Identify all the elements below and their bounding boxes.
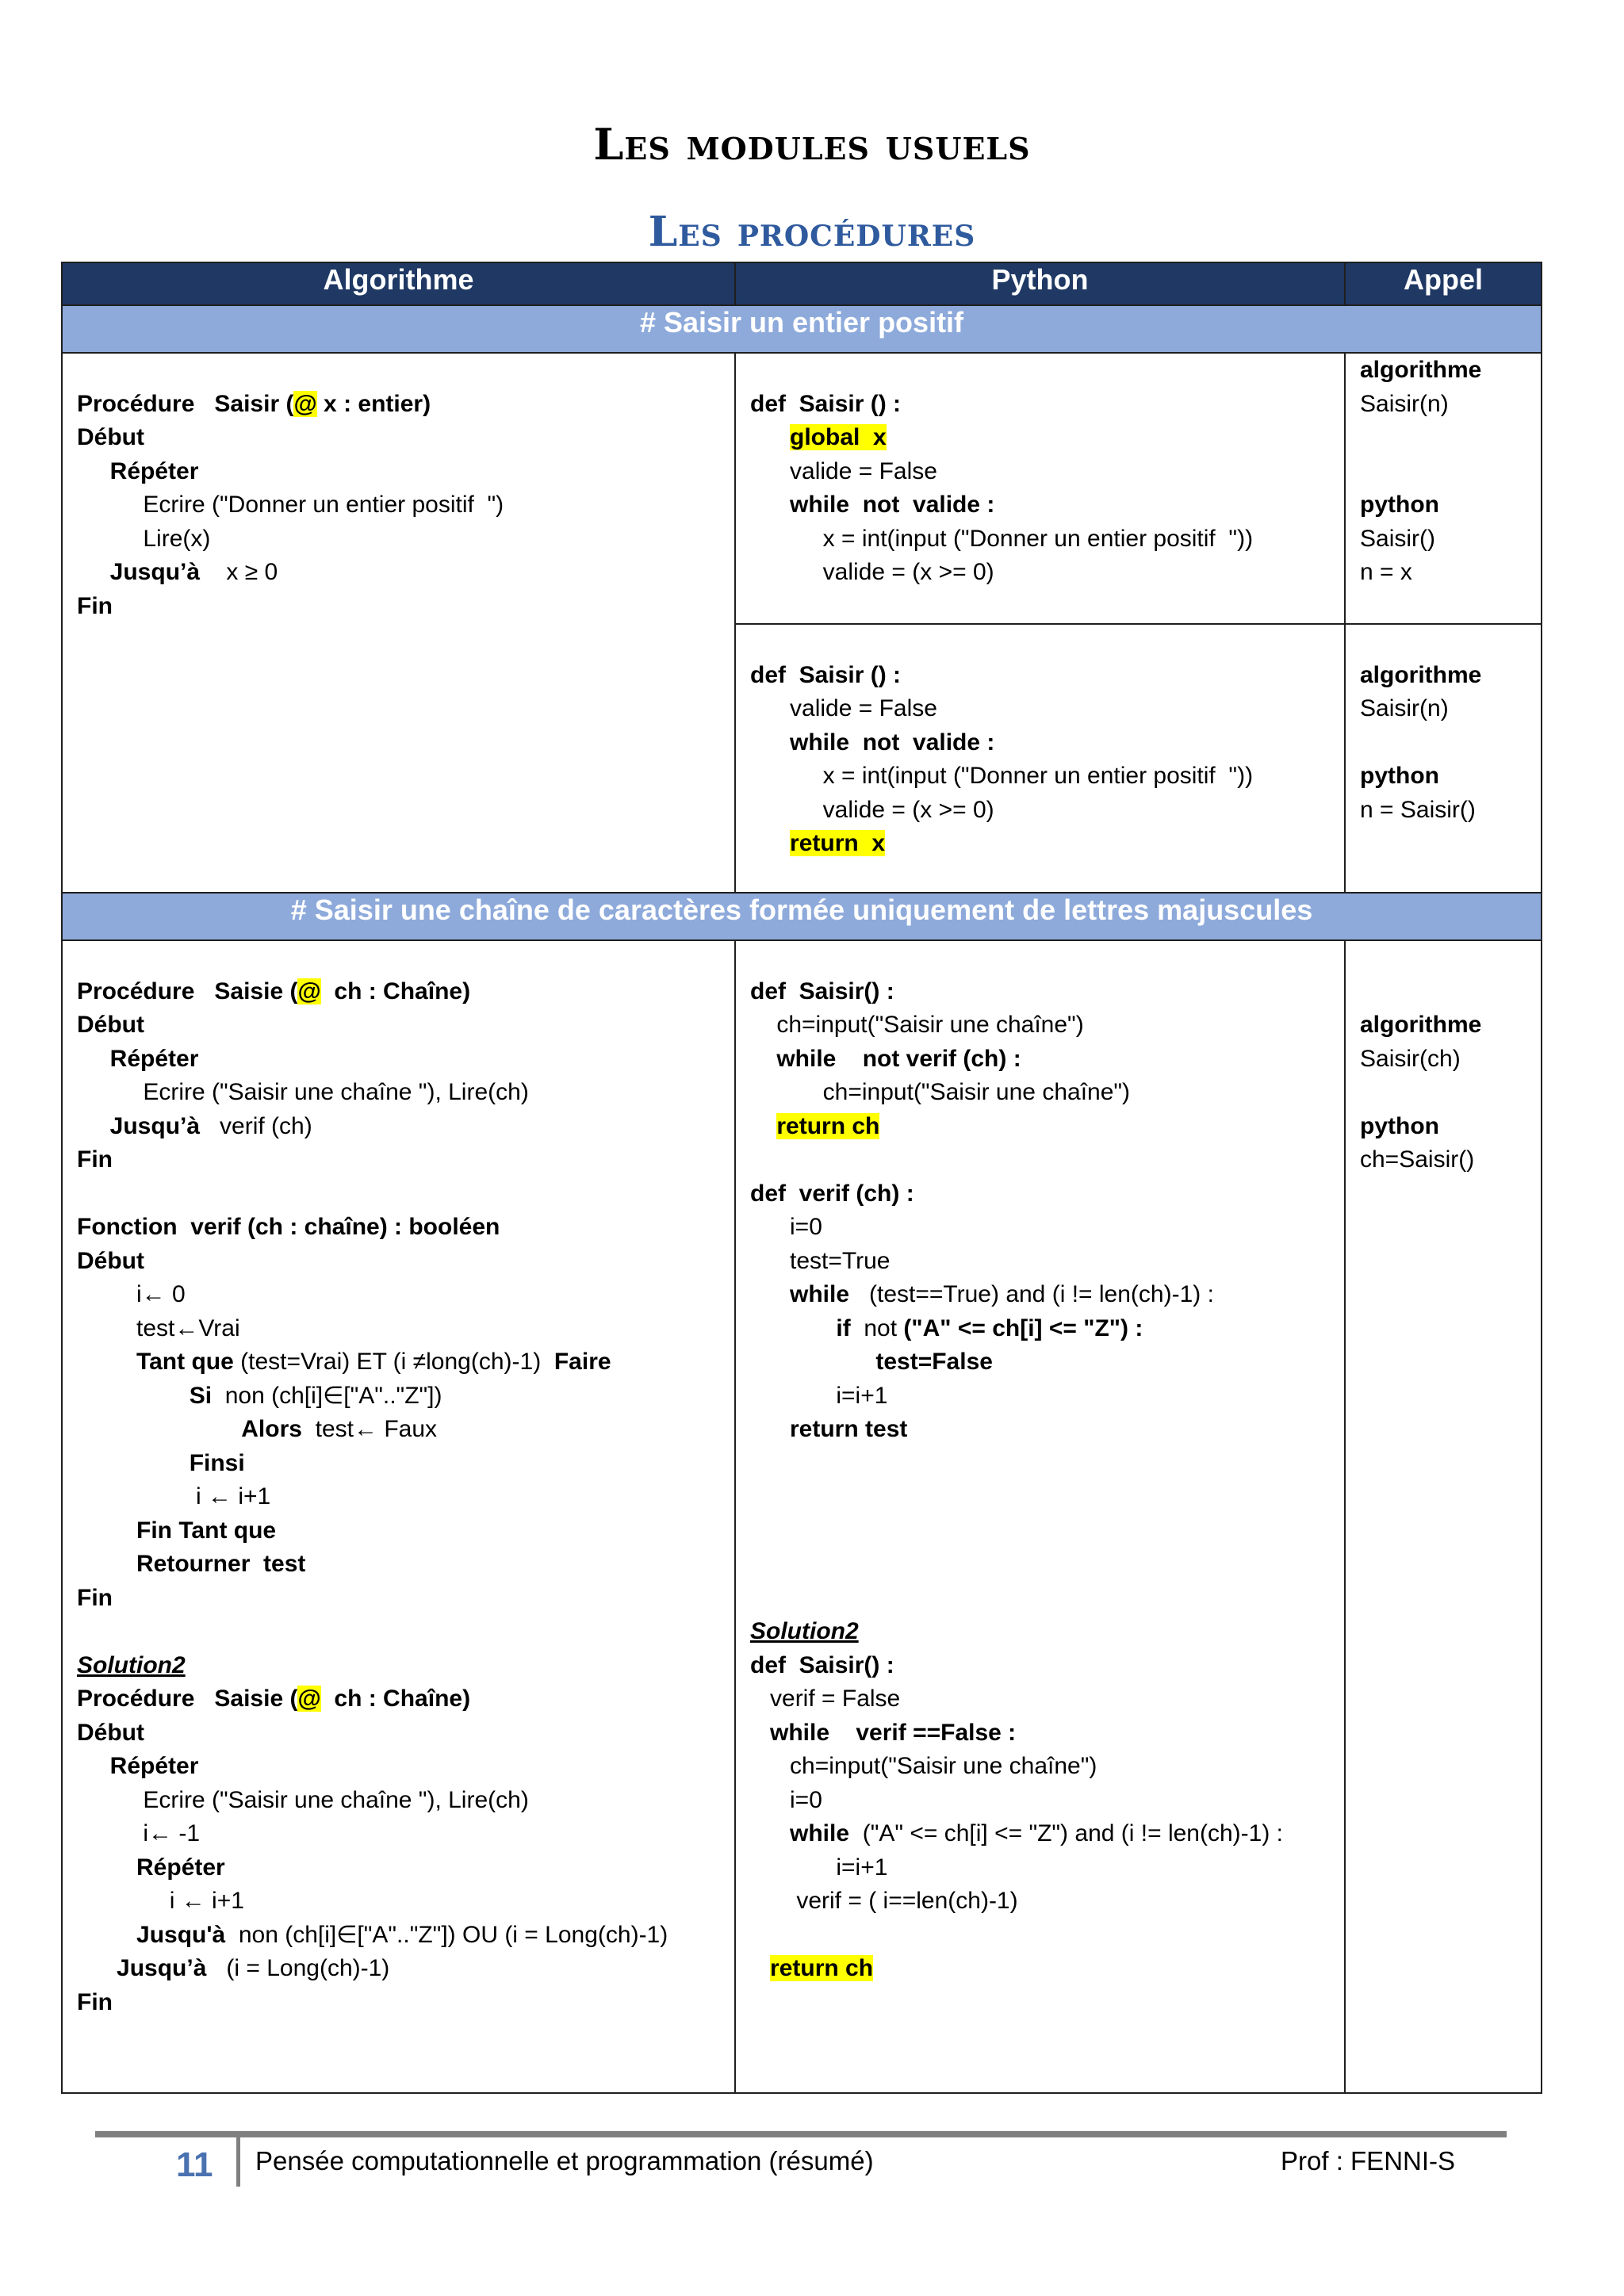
code-text: Procédure Saisir ( bbox=[77, 390, 294, 417]
code-line bbox=[750, 1919, 1344, 1953]
code-text: Fin bbox=[77, 1146, 113, 1173]
code-text: Répéter bbox=[77, 1854, 225, 1881]
python-cell-entier-1 bbox=[735, 353, 1345, 624]
code-text: i=i+1 bbox=[750, 1854, 888, 1881]
code-line bbox=[1360, 1143, 1541, 1177]
code-text: if bbox=[750, 1314, 851, 1341]
code-line bbox=[750, 692, 1344, 726]
highlighted-token: return x bbox=[790, 830, 886, 856]
code-text: test←Vrai bbox=[77, 1314, 240, 1341]
code-text: i← -1 bbox=[77, 1820, 201, 1846]
code-line bbox=[77, 1986, 734, 2020]
code-text: Saisir() bbox=[1360, 525, 1435, 552]
code-line bbox=[750, 1514, 1344, 1548]
code-text: x ≥ 0 bbox=[200, 559, 278, 585]
code-line bbox=[750, 726, 1344, 760]
footer-rule bbox=[95, 2131, 1507, 2137]
code-text bbox=[829, 1720, 856, 1746]
table-row-entier-1 bbox=[62, 353, 1542, 624]
code-line bbox=[1360, 760, 1541, 794]
code-line bbox=[77, 1380, 734, 1414]
python-cell-entier-2 bbox=[735, 624, 1345, 893]
code-line bbox=[77, 1750, 734, 1784]
code-text: algorithme bbox=[1360, 1012, 1482, 1038]
code-line bbox=[750, 388, 1344, 422]
code-text: Début bbox=[77, 1719, 144, 1746]
code-text: ch=input("Saisir une chaîne") bbox=[750, 1753, 1097, 1779]
highlighted-token: return ch bbox=[770, 1955, 874, 1981]
code-line bbox=[1360, 455, 1541, 489]
highlighted-token: return ch bbox=[776, 1112, 880, 1139]
code-line bbox=[750, 556, 1344, 590]
code-text: verif = False bbox=[750, 1686, 901, 1712]
code-line bbox=[77, 1245, 734, 1279]
code-text: python bbox=[1360, 492, 1439, 518]
code-text: valide = (x >= 0) bbox=[750, 559, 994, 585]
code-text: valide = False bbox=[750, 457, 937, 484]
code-line bbox=[1360, 941, 1541, 975]
code-line bbox=[77, 590, 734, 624]
code-line bbox=[77, 1447, 734, 1481]
code-line bbox=[750, 760, 1344, 794]
code-text: non (ch[i]∈["A".."Z"]) bbox=[212, 1382, 442, 1409]
code-line bbox=[750, 1312, 1344, 1346]
code-text: Fin Tant que bbox=[77, 1517, 277, 1544]
code-text: verif (ch) bbox=[200, 1112, 312, 1139]
code-text: ch=input("Saisir une chaîne") bbox=[750, 1012, 1084, 1038]
code-text: Début bbox=[77, 424, 144, 450]
algo-cell-chaine bbox=[62, 940, 735, 2093]
algo-cell-entier bbox=[62, 353, 735, 893]
code-line bbox=[750, 1548, 1344, 1582]
code-line bbox=[750, 522, 1344, 557]
code-line bbox=[77, 1480, 734, 1514]
code-block bbox=[63, 354, 734, 623]
code-line bbox=[1360, 488, 1541, 522]
code-text: Solution2 bbox=[77, 1651, 186, 1678]
section-row-entier bbox=[62, 305, 1542, 353]
call-cell-entier-2 bbox=[1345, 624, 1542, 893]
code-text: not bbox=[850, 1314, 904, 1341]
table-header-row bbox=[62, 262, 1542, 305]
code-text: not verif (ch) : bbox=[862, 1045, 1021, 1072]
code-line bbox=[1360, 794, 1541, 828]
code-line bbox=[750, 421, 1344, 455]
highlighted-token: @ bbox=[297, 1686, 321, 1712]
code-text: Ecrire ("Saisir une chaîne "), Lire(ch) bbox=[77, 1079, 529, 1105]
code-text: def Saisir() : bbox=[750, 978, 894, 1004]
code-line bbox=[1360, 1008, 1541, 1043]
code-line bbox=[750, 1447, 1344, 1481]
code-line bbox=[750, 1682, 1344, 1716]
code-line bbox=[77, 1008, 734, 1043]
python-cell-chaine bbox=[735, 940, 1345, 2093]
code-text: Jusqu’à bbox=[77, 1955, 207, 1981]
code-line bbox=[750, 1750, 1344, 1784]
section-title-chaine: # Saisir une chaîne de caractères formée uniquement de lettres majuscules bbox=[62, 893, 1542, 940]
code-text: while not valide : bbox=[750, 492, 995, 518]
code-line bbox=[750, 625, 1344, 659]
code-line bbox=[1360, 659, 1541, 693]
code-line bbox=[750, 1043, 1344, 1077]
code-text: Ecrire ("Donner un entier positif ") bbox=[77, 492, 504, 518]
code-line bbox=[1360, 522, 1541, 557]
code-text: x = int(input ("Donner un entier positif ")) bbox=[750, 763, 1254, 789]
code-text: Saisir(n) bbox=[1360, 695, 1449, 721]
code-text: (test=Vrai) ET (i ≠long(ch)-1) bbox=[233, 1349, 554, 1375]
code-block bbox=[736, 941, 1344, 1986]
call-cell-entier-1 bbox=[1345, 353, 1542, 624]
code-line bbox=[77, 1278, 734, 1312]
code-text: Répéter bbox=[77, 1045, 199, 1072]
code-line bbox=[77, 1076, 734, 1110]
code-line bbox=[750, 455, 1344, 489]
code-text: ch : Chaîne) bbox=[320, 978, 471, 1004]
code-text: Jusqu’à bbox=[77, 559, 201, 585]
code-line bbox=[77, 1548, 734, 1582]
code-text: ch=Saisir() bbox=[1360, 1146, 1475, 1173]
code-line bbox=[750, 1380, 1344, 1414]
code-text: Faire bbox=[553, 1349, 611, 1375]
code-line bbox=[1360, 975, 1541, 1009]
code-line bbox=[77, 388, 734, 422]
call-cell-chaine bbox=[1345, 940, 1542, 2093]
code-block bbox=[1346, 354, 1541, 590]
code-line bbox=[750, 1851, 1344, 1885]
code-text: verif = ( i==len(ch)-1) bbox=[750, 1888, 1018, 1914]
code-text: algorithme bbox=[1360, 661, 1482, 688]
code-block bbox=[736, 625, 1344, 861]
code-line bbox=[77, 1952, 734, 1986]
code-line bbox=[750, 941, 1344, 975]
code-line bbox=[750, 1413, 1344, 1447]
code-line bbox=[750, 488, 1344, 522]
code-text: verif ==False : bbox=[856, 1719, 1017, 1746]
code-text: Jusqu'à bbox=[77, 1921, 226, 1948]
page-subtitle: Les procédures bbox=[648, 208, 976, 256]
code-text: i=0 bbox=[750, 1214, 822, 1240]
code-text bbox=[750, 830, 790, 856]
code-text: def verif (ch) : bbox=[750, 1180, 914, 1207]
code-line bbox=[77, 1649, 734, 1683]
code-line bbox=[750, 1716, 1344, 1751]
code-text bbox=[836, 1046, 862, 1072]
code-block bbox=[1346, 941, 1541, 1177]
code-text: Jusqu’à bbox=[77, 1112, 201, 1139]
code-line bbox=[1360, 625, 1541, 659]
code-text: ("A" <= ch[i] <= "Z") and (i != len(ch)-1) : bbox=[849, 1820, 1283, 1846]
code-text: Finsi bbox=[77, 1449, 245, 1476]
code-line bbox=[1360, 421, 1541, 455]
code-line bbox=[77, 1716, 734, 1751]
code-line bbox=[750, 1784, 1344, 1818]
code-text: Procédure Saisie ( bbox=[77, 978, 298, 1004]
footer-author: Prof : FENNI-S bbox=[1281, 2146, 1456, 2175]
code-text: test=False bbox=[750, 1349, 993, 1375]
code-line bbox=[77, 1885, 734, 1919]
code-line bbox=[1360, 1110, 1541, 1144]
code-line bbox=[750, 1649, 1344, 1683]
code-text: i ← i+1 bbox=[77, 1483, 271, 1510]
code-line bbox=[750, 1952, 1344, 1986]
code-line bbox=[77, 1143, 734, 1177]
header-algorithme: Algorithme bbox=[62, 262, 735, 305]
code-text: (test==True) and (i != len(ch)-1) : bbox=[849, 1281, 1214, 1307]
code-text: Solution2 bbox=[750, 1618, 859, 1644]
code-line bbox=[1360, 354, 1541, 388]
header-python: Python bbox=[735, 262, 1345, 305]
code-text: test← Faux bbox=[301, 1416, 438, 1442]
code-text: i← 0 bbox=[77, 1281, 186, 1307]
code-text: x = int(input ("Donner un entier positif ")) bbox=[750, 525, 1254, 552]
code-line bbox=[77, 1043, 734, 1077]
code-line bbox=[750, 975, 1344, 1009]
code-line bbox=[77, 1919, 734, 1953]
code-text: Début bbox=[77, 1012, 144, 1038]
highlighted-token: @ bbox=[297, 978, 321, 1004]
code-text: Répéter bbox=[77, 457, 199, 484]
code-line bbox=[1360, 556, 1541, 590]
code-text: python bbox=[1360, 1112, 1439, 1139]
code-text: Retourner test bbox=[77, 1551, 306, 1577]
footer-course-title: Pensée computationnelle et programmation (résumé) bbox=[255, 2146, 874, 2175]
code-text: Répéter bbox=[77, 1753, 199, 1779]
code-line bbox=[750, 1110, 1344, 1144]
code-line bbox=[77, 1211, 734, 1245]
code-text: Début bbox=[77, 1247, 144, 1274]
code-text: Saisir(ch) bbox=[1360, 1045, 1461, 1072]
section-title-entier: # Saisir un entier positif bbox=[62, 305, 1542, 353]
code-text: x : entier) bbox=[316, 390, 431, 417]
code-text: Fin bbox=[77, 1584, 113, 1611]
code-text: return test bbox=[750, 1416, 908, 1442]
code-text: Saisir(n) bbox=[1360, 390, 1449, 417]
code-line bbox=[750, 1278, 1344, 1312]
code-text: i=i+1 bbox=[750, 1382, 888, 1409]
code-block bbox=[1346, 625, 1541, 827]
code-line bbox=[77, 455, 734, 489]
page-title: Les modules usuels bbox=[593, 119, 1031, 170]
code-text: non (ch[i]∈["A".."Z"]) OU (i = Long(ch)-1) bbox=[225, 1921, 668, 1948]
code-text bbox=[750, 424, 790, 450]
page-number: 11 bbox=[176, 2145, 213, 2184]
code-line bbox=[1360, 388, 1541, 422]
code-line bbox=[750, 1143, 1344, 1177]
code-text: while bbox=[750, 1719, 830, 1746]
code-text: Alors bbox=[77, 1416, 302, 1442]
code-line bbox=[77, 1413, 734, 1447]
code-text: valide = (x >= 0) bbox=[750, 796, 994, 823]
code-line bbox=[750, 659, 1344, 693]
code-text: ch : Chaîne) bbox=[320, 1686, 471, 1712]
code-line bbox=[750, 1817, 1344, 1851]
highlighted-token: global x bbox=[790, 424, 887, 450]
code-line bbox=[750, 1885, 1344, 1919]
code-line bbox=[77, 1682, 734, 1716]
code-text: Fin bbox=[77, 1988, 113, 2015]
code-text: Ecrire ("Saisir une chaîne "), Lire(ch) bbox=[77, 1786, 529, 1813]
code-text: Procédure Saisie ( bbox=[77, 1686, 298, 1712]
code-text: Fonction verif (ch : chaîne) : booléen bbox=[77, 1214, 500, 1240]
code-text: Si bbox=[77, 1382, 213, 1409]
code-line bbox=[77, 975, 734, 1009]
code-text: test=True bbox=[750, 1247, 891, 1274]
code-line bbox=[750, 1076, 1344, 1110]
code-line bbox=[77, 1784, 734, 1818]
code-line bbox=[77, 421, 734, 455]
code-text bbox=[750, 1955, 770, 1981]
code-text: while bbox=[750, 1281, 850, 1307]
code-line bbox=[77, 1110, 734, 1144]
code-text: while bbox=[750, 1820, 850, 1846]
code-line bbox=[1360, 692, 1541, 726]
code-text: ch=input("Saisir une chaîne") bbox=[750, 1079, 1131, 1105]
code-text: def Saisir () : bbox=[750, 390, 902, 417]
table-row-chaine bbox=[62, 940, 1542, 2093]
code-block bbox=[63, 941, 734, 2019]
code-line bbox=[750, 354, 1344, 388]
code-text bbox=[750, 1113, 776, 1139]
highlighted-token: @ bbox=[293, 390, 317, 417]
code-text: (i = Long(ch)-1) bbox=[206, 1955, 390, 1981]
code-line bbox=[750, 1211, 1344, 1245]
code-line bbox=[77, 1177, 734, 1211]
code-text: Fin bbox=[77, 592, 113, 619]
code-line bbox=[750, 1245, 1344, 1279]
code-text: while bbox=[750, 1045, 837, 1072]
code-line bbox=[1360, 726, 1541, 760]
code-line bbox=[750, 1177, 1344, 1211]
code-text: def Saisir () : bbox=[750, 661, 902, 688]
code-line bbox=[77, 1851, 734, 1885]
section-row-chaine bbox=[62, 893, 1542, 940]
code-line bbox=[750, 1615, 1344, 1649]
code-text: n = x bbox=[1360, 559, 1412, 585]
code-text: i=0 bbox=[750, 1786, 822, 1813]
code-line bbox=[77, 941, 734, 975]
code-line bbox=[750, 1480, 1344, 1514]
code-line bbox=[77, 522, 734, 557]
code-line bbox=[1360, 1076, 1541, 1110]
code-text: valide = False bbox=[750, 695, 937, 721]
code-line bbox=[77, 1514, 734, 1548]
code-line bbox=[750, 1582, 1344, 1616]
code-line bbox=[77, 1312, 734, 1346]
code-line bbox=[750, 1345, 1344, 1380]
code-line bbox=[77, 1345, 734, 1380]
code-line bbox=[1360, 1043, 1541, 1077]
header-appel: Appel bbox=[1345, 262, 1542, 305]
code-text: ("A" <= ch[i] <= "Z") : bbox=[903, 1314, 1143, 1341]
footer-separator bbox=[236, 2137, 240, 2187]
code-line bbox=[77, 556, 734, 590]
code-line bbox=[77, 1582, 734, 1616]
code-line bbox=[77, 1615, 734, 1649]
code-text: def Saisir() : bbox=[750, 1651, 894, 1678]
modules-table bbox=[61, 262, 1542, 2094]
code-text: i ← i+1 bbox=[77, 1888, 244, 1914]
code-line bbox=[750, 794, 1344, 828]
code-line bbox=[750, 827, 1344, 861]
code-text: python bbox=[1360, 763, 1439, 789]
code-line bbox=[77, 354, 734, 388]
code-text: Lire(x) bbox=[77, 525, 211, 552]
code-text: algorithme bbox=[1360, 357, 1482, 383]
code-block bbox=[736, 354, 1344, 590]
code-text: Tant que bbox=[77, 1349, 234, 1375]
code-line bbox=[77, 1817, 734, 1851]
code-text: n = Saisir() bbox=[1360, 796, 1476, 823]
code-text: while not valide : bbox=[750, 729, 995, 756]
code-line bbox=[750, 1008, 1344, 1043]
code-line bbox=[77, 488, 734, 522]
